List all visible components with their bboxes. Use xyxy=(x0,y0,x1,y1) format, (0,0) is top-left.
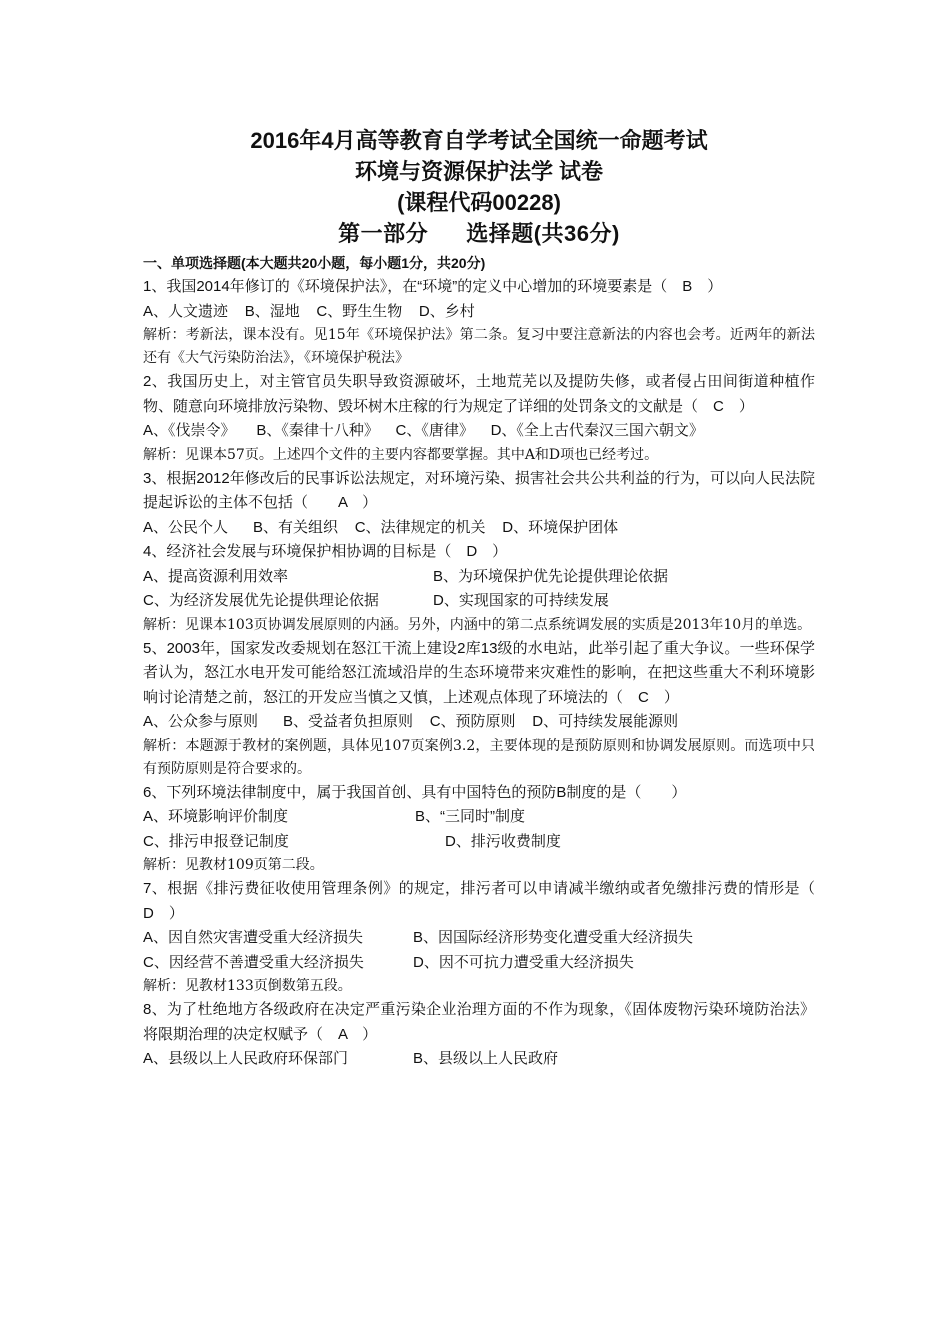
part-title xyxy=(143,218,815,249)
course-title: 环境与资源保护法学 试卷 xyxy=(354,159,604,184)
options-1 xyxy=(143,300,815,325)
option-b: B、县级以上人民政府 xyxy=(413,1050,559,1067)
question-3: 3、根据2012年修改后的民事诉讼法规定，对环境污染、损害社会共公共利益的行为，可以向人民法院提起诉讼的主体不包括（ A ） xyxy=(143,469,815,511)
option-b: B、受益者负担原则 xyxy=(283,713,414,730)
option-b: B、有关组织 xyxy=(253,518,339,536)
part-label: 第一部分 xyxy=(338,221,429,246)
option-b: B、《秦律十八种》 xyxy=(256,422,379,439)
option-a: A、因自然灾害遭受重大经济损失 xyxy=(143,929,364,946)
explanation-6: 解析：见教材109页第二段。 xyxy=(143,857,324,873)
option-a: A、人文遗迹 xyxy=(143,302,229,320)
options-5 xyxy=(143,710,815,735)
option-a: A、公民个人 xyxy=(143,518,229,536)
option-c: C、排污申报登记制度 xyxy=(143,832,289,850)
part-subtitle: 选择题(共36分) xyxy=(466,221,620,246)
option-a: A、公众参与原则 xyxy=(143,713,259,730)
option-a: A、环境影响评价制度 xyxy=(143,808,289,825)
option-a: A、提高资源利用效率 xyxy=(143,567,289,585)
question-5: 5、2003年，国家发改委规划在怒江干流上建设2库13级的水电站，此举引起了重大争议。一些环保学者认为，怒江水电开发可能给怒江流域沿岸的生态环境带来灾难性的影响，在把这些重大不利环境影响讨论清楚之前，怒江的开发应当慎之又慎，上述观点体现了环境法的（ C ） xyxy=(143,639,815,706)
option-c: C、法律规定的机关 xyxy=(354,518,486,536)
exam-title: 2016年4月高等教育自学考试全国统一命题考试 xyxy=(250,128,708,153)
option-b: B、因国际经济形势变化遭受重大经济损失 xyxy=(413,929,694,946)
option-a: A、《伐崇令》 xyxy=(143,422,236,439)
explanation-1: 解析：考新法，课本没有。见15年《环境保护法》第二条。复习中要注意新法的内容也会考。近两年的新法还有《大气污染防治法》，《环境保护税法》 xyxy=(143,327,815,366)
options-4-row-1 xyxy=(143,565,815,590)
option-d: D、实现国家的可持续发展 xyxy=(433,592,609,609)
question-8: 8、为了杜绝地方各级政府在决定严重污染企业治理方面的不作为现象，《固体废物污染环境防治法》将限期治理的决定权赋予（ A ） xyxy=(143,1001,815,1043)
section-heading: 一、单项选择题(本大题共20小题，每小题1分，共20分) xyxy=(143,255,486,271)
explanation-4: 解析：见课本103页协调发展原则的内涵。另外，内涵中的第二点系统调发展的实质是2013年10月的单选。 xyxy=(143,616,812,633)
option-c: C、《唐律》 xyxy=(395,422,474,439)
options-4-row-2 xyxy=(143,589,815,614)
option-b: B、“三同时”制度 xyxy=(415,808,525,825)
options-3 xyxy=(143,516,815,541)
course-code: (课程代码00228) xyxy=(397,190,561,215)
option-d: D、排污收费制度 xyxy=(445,832,561,850)
option-a: A、县级以上人民政府环保部门 xyxy=(143,1050,349,1067)
option-c: C、因经营不善遭受重大经济损失 xyxy=(143,953,364,971)
explanation-5: 解析：本题源于教材的案例题，具体见107页案例3.2，主要体现的是预防原则和协调发展原则。而选项中只有预防原则是符合要求的。 xyxy=(143,737,815,777)
option-b: B、湿地 xyxy=(244,302,300,320)
option-c: C、野生生物 xyxy=(316,302,403,320)
exam-page xyxy=(143,125,831,1072)
options-2 xyxy=(143,419,815,444)
options-8 xyxy=(143,1047,815,1072)
options-7-row-1 xyxy=(143,926,815,951)
option-d: D、乡村 xyxy=(418,302,475,320)
explanation-2: 解析：见课本57页。上述四个文件的主要内容都要掌握。其中A和D项也已经考过。 xyxy=(143,446,659,463)
option-b: B、为环境保护优先论提供理论依据 xyxy=(433,567,669,585)
option-d: D、可持续发展能源则 xyxy=(532,713,679,730)
options-7-row-2 xyxy=(143,951,815,976)
option-c: C、预防原则 xyxy=(429,713,516,730)
option-d: D、环境保护团体 xyxy=(502,518,619,536)
question-1: 1、我国2014年修订的《环境保护法》，在“环境”的定义中心增加的环境要素是（ B ） xyxy=(143,278,723,295)
question-6: 6、下列环境法律制度中，属于我国首创、具有中国特色的预防B制度的是（ ） xyxy=(143,783,687,801)
option-d: D、因不可抗力遭受重大经济损失 xyxy=(413,953,634,971)
question-7: 7、根据《排污费征收使用管理条例》的规定，排污者可以申请减半缴纳或者免缴排污费的情形是（ D ） xyxy=(143,880,831,922)
question-4: 4、经济社会发展与环境保护相协调的目标是（ D ） xyxy=(143,543,508,560)
option-c: C、为经济发展优先论提供理论依据 xyxy=(143,592,379,609)
explanation-7: 解析：见教材133页倒数第五段。 xyxy=(143,978,352,994)
question-2: 2、我国历史上，对主管官员失职导致资源破坏，土地荒芜以及提防失修，或者侵占田间街道种植作物、随意向环境排放污染物、毁坏树木庄稼的行为规定了详细的处罚条文的文献是（ C ） xyxy=(143,373,815,415)
options-6-row-1 xyxy=(143,805,815,830)
option-d: D、《全上古代秦汉三国六朝文》 xyxy=(490,422,704,439)
options-6-row-2 xyxy=(143,830,815,855)
